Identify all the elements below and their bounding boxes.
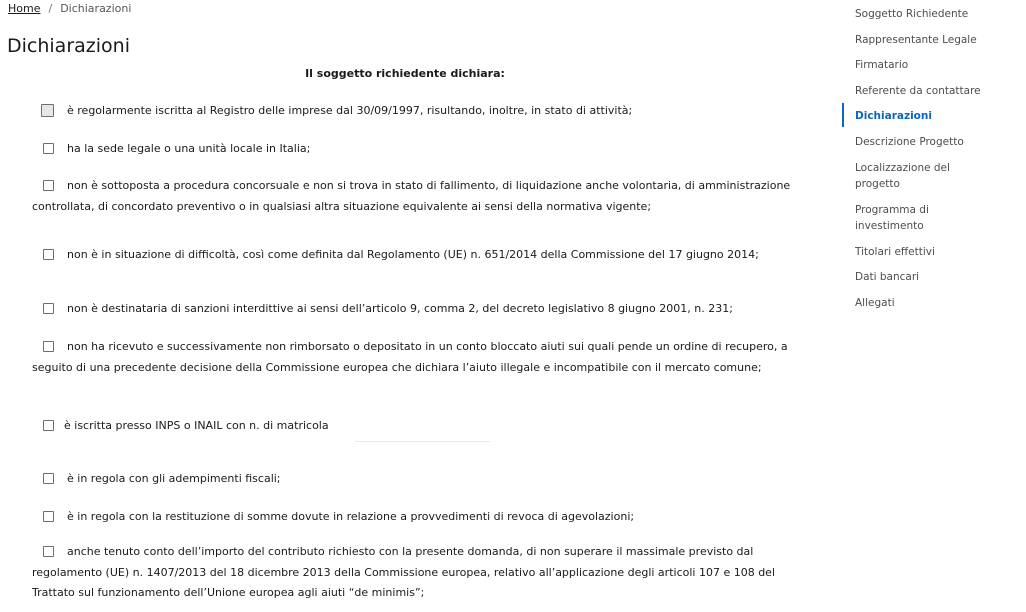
sidebar-item-referente-da-contattare[interactable]: Referente da contattare [855, 85, 981, 97]
declaration-text: è iscritta presso INPS o INAIL con n. di matricola [64, 419, 329, 432]
sidebar-item-localizzazione-del-progetto[interactable]: Localizzazione del progetto [855, 162, 950, 190]
breadcrumb [8, 2, 131, 14]
declaration-text: anche tenuto conto dell’importo del contributo richiesto con la presente domanda, di non superare il massimale previsto dal regolamento (UE) n. 1407/2013 del 18 dicembre 2013 della Commissione europea, relativo all’applicazione degli articoli 107 e 108 del Trattato sul funzionamento dell’Unione europea agli aiuti “de minimis”; [32, 545, 776, 599]
declaration-item [32, 507, 802, 528]
declaration-checkbox[interactable] [43, 473, 54, 484]
declaration-text: non è destinataria di sanzioni interdittive ai sensi dell’articolo 9, comma 2, del decreto legislativo 8 giugno 2001, n. 231; [67, 302, 733, 315]
declaration-checkbox[interactable] [43, 249, 54, 260]
declaration-checkbox[interactable] [43, 303, 54, 314]
sidebar-item-firmatario[interactable]: Firmatario [855, 59, 909, 71]
declaration-text: non è sottoposta a procedura concorsuale e non si trova in stato di fallimento, di liquidazione anche volontaria, di amministrazione controllata, di concordato preventivo o in qualsiasi altra situazione equivalente ai sensi della normativa vigente; [32, 179, 791, 213]
sidebar-item-titolari-effettivi[interactable]: Titolari effettivi [855, 246, 935, 258]
declaration-text: è in regola con la restituzione di somme dovute in relazione a provvedimenti di revoca di agevolazioni; [67, 510, 635, 523]
divider [355, 441, 490, 442]
declaration-item [32, 176, 802, 217]
breadcrumb-home-link[interactable]: Home [8, 2, 41, 14]
active-indicator [842, 103, 844, 127]
declaration-item [30, 101, 800, 122]
declarations-intro: Il soggetto richiedente dichiara: [305, 67, 505, 80]
declaration-text: non è in situazione di difficoltà, così come definita dal Regolamento (UE) n. 651/2014 della Commissione del 17 giugno 2014; [67, 248, 759, 261]
declaration-item [32, 469, 802, 490]
declaration-item [32, 337, 802, 378]
declaration-checkbox[interactable] [43, 546, 54, 557]
declaration-item [32, 542, 802, 604]
sidebar-item-descrizione-progetto[interactable]: Descrizione Progetto [855, 136, 964, 148]
declaration-item [32, 416, 802, 437]
declaration-text: non ha ricevuto e successivamente non rimborsato o depositato in un conto bloccato aiuti sui quali pende un ordine di recupero, a seguito di una precedente decisione della Commissione europea che dichiara l’aiuto illegale e incompatibile con il mercato comune; [32, 340, 788, 374]
declaration-checkbox[interactable] [43, 143, 54, 154]
declaration-checkbox[interactable] [43, 180, 54, 191]
breadcrumb-separator: / [48, 2, 53, 14]
sidebar-item-dichiarazioni[interactable]: Dichiarazioni [855, 110, 932, 122]
declaration-checkbox[interactable] [43, 420, 54, 431]
declaration-text: ha la sede legale o una unità locale in Italia; [67, 142, 311, 155]
declaration-checkbox[interactable] [43, 341, 54, 352]
sidebar-item-allegati[interactable]: Allegati [855, 297, 895, 309]
declaration-item [32, 299, 802, 320]
declaration-text: è regolarmente iscritta al Registro delle imprese dal 30/09/1997, risultando, inoltre, in stato di attività; [67, 104, 633, 117]
breadcrumb-current: Dichiarazioni [60, 2, 132, 14]
declaration-text: è in regola con gli adempimenti fiscali; [67, 472, 281, 485]
sidebar-item-dati-bancari[interactable]: Dati bancari [855, 271, 920, 283]
sidebar-item-programma-di-investimento[interactable]: Programma di investimento [855, 204, 929, 232]
page-title: Dichiarazioni [7, 35, 130, 57]
declaration-checkbox[interactable] [43, 511, 54, 522]
section-navigation [842, 0, 1026, 330]
declaration-item [32, 139, 802, 160]
sidebar-item-rappresentante-legale[interactable]: Rappresentante Legale [855, 34, 977, 46]
declaration-item [32, 245, 802, 266]
declaration-checkbox[interactable] [41, 104, 54, 117]
sidebar-item-soggetto-richiedente[interactable]: Soggetto Richiedente [855, 8, 969, 20]
